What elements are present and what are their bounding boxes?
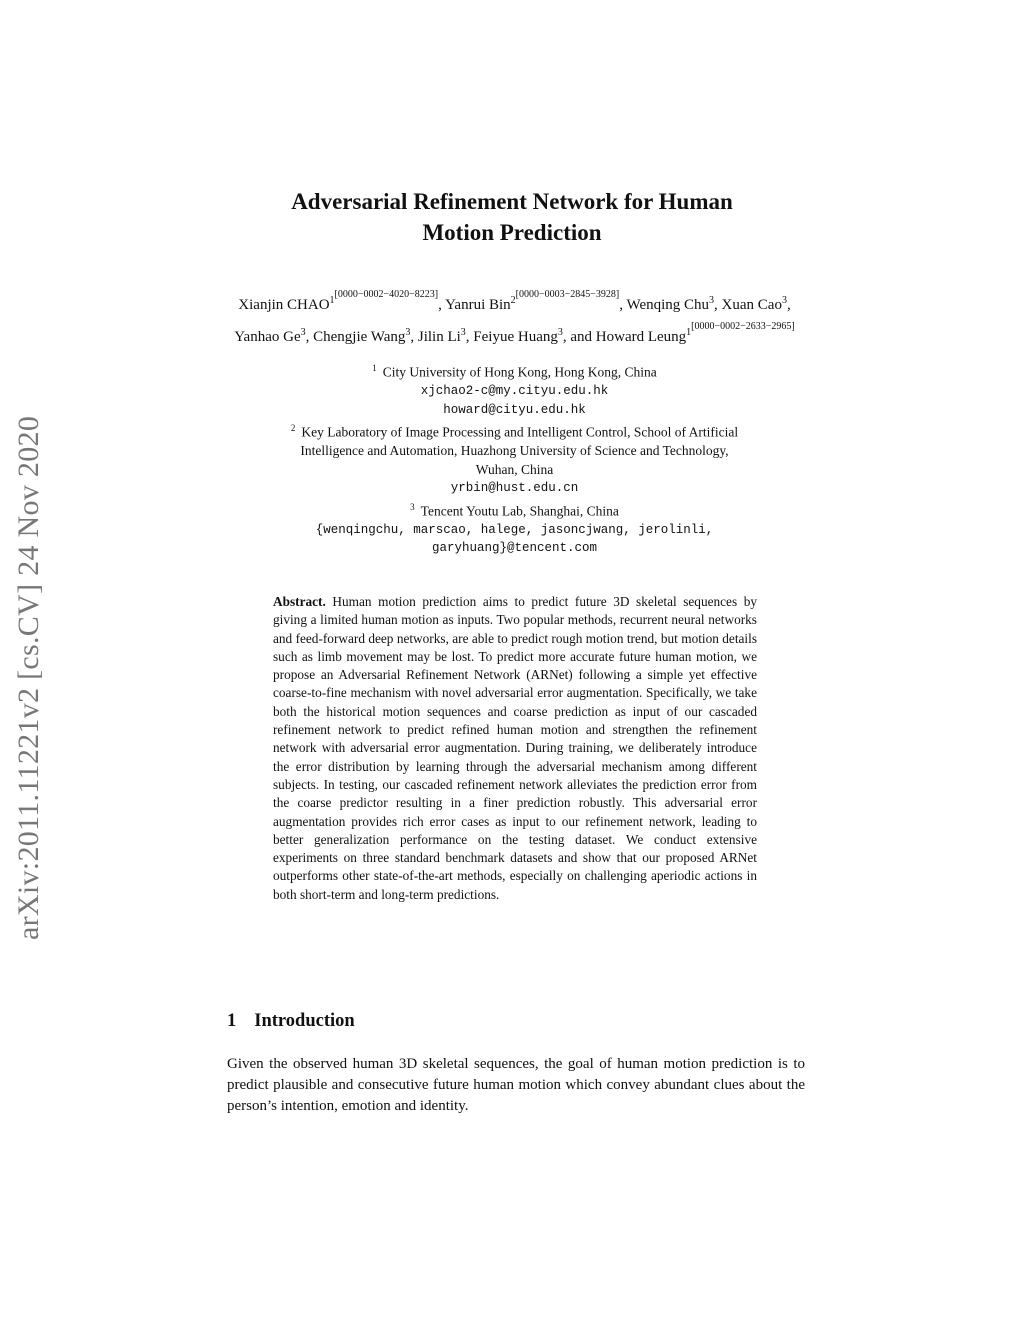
affiliation-1: $^1$ City University of Hong Kong, Hong Kong, China [372, 363, 657, 380]
author-name: Chengjie Wang [313, 329, 406, 345]
affiliation-2-line-2: Intelligence and Automation, Huazhong University of Science and Technology, [300, 443, 729, 458]
author-affil-sup: 3 [460, 327, 466, 338]
author-affil-sup: 1[0000−0002−4020−8223] [329, 289, 439, 306]
author-affil-sup: 3 [405, 327, 411, 338]
author-affil-sup: 3 [781, 295, 787, 306]
title-line-2: Motion Prediction [422, 220, 602, 245]
orcid-id: [0000−0002−4020−8223] [334, 289, 439, 300]
abstract-text: Human motion prediction aims to predict future 3D skeletal sequences by giving a limited human motion as inputs. Two popular methods, recurrent neural networks and feed-forward deep networks, are able to predict rough motion trend, but motion details such as limb movement may be lost. To predict more accurate future human motion, we propose an Adversarial Refinement Network (ARNet) following a simple yet effective coarse-to-fine mechanism with novel adversarial error augmentation. Specifically, we take both the historical motion sequences and coarse prediction as input of our cascaded refinement network to predict refined human motion and strengthen the refinement network with adversarial error augmentation. During training, we deliberately introduce the error distribution by learning through the adversarial mechanism among different subjects. In testing, our cascaded refinement network alleviates the prediction error from the coarse predictor resulting in a finer prediction robustly. This adversarial error augmentation provides rich error cases as input to our refinement network, leading to better generalization performance on the testing dataset. We conduct extensive experiments on three standard benchmark datasets and show that our proposed ARNet outperforms other state-of-the-art methods, especially on challenging aperiodic actions in both short-term and long-term predictions. [273, 594, 758, 902]
affiliations [222, 359, 807, 558]
author-name: Xuan Cao [721, 297, 782, 313]
abstract [273, 593, 757, 904]
email-2: howard@cityu.edu.hk [443, 402, 586, 417]
author-name: Yanrui Bin [445, 297, 511, 313]
author-name: Howard Leung [595, 329, 687, 345]
author-affil-sup: 3 [300, 327, 306, 338]
author-name: Xianjin CHAO [238, 297, 330, 313]
orcid-id: [0000−0003−2845−3928] [515, 289, 620, 300]
section-body: Given the observed human 3D skeletal sequences, the goal of human motion prediction is to predict plausible and consecutive future human motion which convey abundant clues about the person’s intention, emotion and identity. [227, 1056, 805, 1114]
affiliation-2-line-3: Wuhan, China [475, 461, 554, 477]
author-conjunction: and [570, 329, 593, 345]
section-title: Introduction [254, 1011, 355, 1031]
affiliation-3: $^3$ Tencent Youtu Lab, Shanghai, China [410, 501, 619, 518]
arxiv-identifier: arXiv:2011.11221v2 [cs.CV] 24 Nov 2020 [12, 415, 45, 940]
email-group-line-2: garyhuang}@tencent.com [431, 541, 598, 555]
section-heading [227, 1011, 355, 1032]
author-affil-sup: 2[0000−0003−2845−3928] [510, 289, 620, 306]
author-name: Yanhao Ge [234, 329, 301, 345]
email-1: xjchao2-c@my.cityu.edu.hk [420, 384, 609, 398]
author-name: Feiyue Huang [473, 329, 558, 345]
title-line-1: Adversarial Refinement Network for Human [291, 189, 733, 214]
author-affil-sup: 3 [557, 327, 563, 338]
orcid-id: [0000−0002−2633−2965] [691, 321, 795, 332]
email-3: yrbin@hust.edu.cn [450, 481, 579, 495]
email-group-line-1: {wenqingchu, marscao, halege, jasoncjwang, jerolinli, [315, 522, 714, 537]
author-affil-sup: 3 [709, 295, 715, 306]
author-affil-sup: 1[0000−0002−2633−2965] [686, 321, 795, 338]
paper-title [0, 186, 1024, 248]
abstract-label: Abstract. [273, 594, 326, 609]
author-name: Wenqing Chu [626, 297, 710, 313]
section-number: 1 [227, 1011, 237, 1031]
author-name: Jilin Li [417, 329, 461, 345]
affiliation-2: $^2$ Key Laboratory of Image Processing and Intelligent Control, School of Artificial [290, 423, 739, 440]
author-list: Xianjin $CHAO^{1[0000-0002-4020-8223]}$, Yanrui Bin$^{2[0000-0003-2845-3928]}$, Wenqing Chu$^3$, Xuan Cao$^3$, Yanhao Ge$^3$, Chengjie Wang$^3$, Jilin Li$^3$, Feiyue Huang$^3$, and Howard Leung$^{1[0000-0002-2633-2965]}$ [234, 289, 795, 345]
